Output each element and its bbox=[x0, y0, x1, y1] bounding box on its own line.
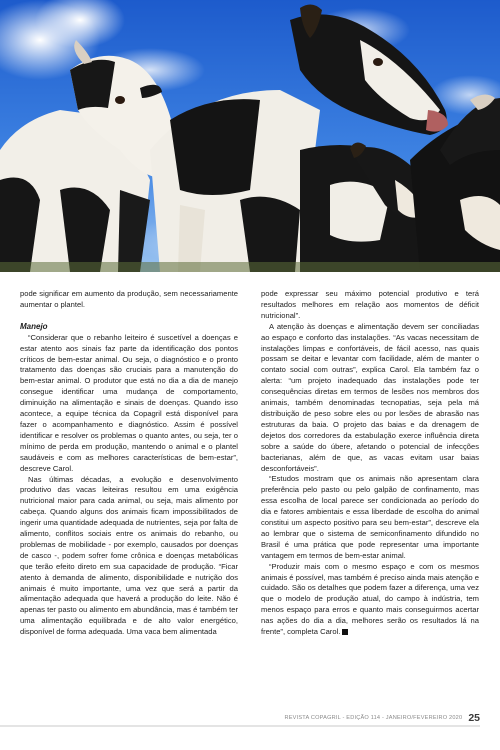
paragraph-final bbox=[261, 562, 479, 638]
lead-continuation: pode expressar seu máximo potencial produtivo e terá resultados melhores em relação aos momentos de déficit nutricional”. bbox=[261, 289, 479, 320]
ground bbox=[0, 262, 500, 272]
lead-continuation: pode significar em aumento da produção, sem necessariamente aumentar o plantel. bbox=[20, 289, 238, 309]
article-right-column bbox=[261, 289, 479, 638]
paragraph: “Estudos mostram que os animais não apresentam clara preferência pelo pasto ou pelo galpão de confinamento, mas essa escolha de local parece ser condicionada ao período do dia e fatores ambientais e essa liberdade de escolha do animal constitui um aspecto positivo para seu bem-estar”, descreve ela ao lembrar que o sistema de semiconfinamento difundido no Brasil é uma prática que pode representar uma importante vantagem em termos de bem-estar animal. bbox=[261, 474, 479, 560]
article-left-column bbox=[20, 289, 238, 638]
page-number: 25 bbox=[468, 712, 480, 724]
cows-illustration bbox=[0, 0, 500, 272]
paragraph: “Considerar que o rebanho leiteiro é suscetível a doenças e estar atento aos sinais faz parte da identificação dos pontos críticos de bem-estar animal. Ou seja, o diagnóstico e o pronto tratamento das doenças são cruciais para a manutenção do bem-estar animal. O produtor que está no dia a dia de manejo consegue identificar uma mudança de comportamento, diminuição na alimentação e sinais de doenças. Quando isso acontece, a equipe técnica da Copagril está disponível para fazer o acompanhamento e diagnóstico. Assim é possível identificar e resolver os problemas o quanto antes, ou seja, ter o mínimo de perda em produção, mantendo o animal e o plantel saudáveis e com as melhores características de bem-estar”, descreve Carol. bbox=[20, 332, 238, 473]
paragraph: A atenção às doenças e alimentação devem ser conciliadas ao espaço e conforto das instalações. “As vacas necessitam de instalações limpas e confortáveis, de fácil acesso, nas quais possam se deitar e levantar com facilidade, além de manter o contato social com outras”, explica Carol. Ela também faz o alerta: “um projeto inadequado das instalações pode ter consequências diretas em termos de lesões nos membros dos animais, também denominadas tecnopatias, seja pela má distribuição de peso sobre eles ou por lesões de abrasão nas estruturas da baia. O projeto das baias e da drenagem de dejetos dos corredores da estabulação exerce influência direta sobre a saúde do úbere, afetando o potencial de infecções bacterianas, além de que, as vacas evitam usar baias desconfortáveis”. bbox=[261, 321, 479, 473]
end-of-article-mark bbox=[342, 629, 348, 635]
magazine-edition: REVISTA COPAGRIL - EDIÇÃO 114 - JANEIRO/FEVEREIRO 2020 bbox=[284, 715, 463, 721]
paragraph: Nas últimas décadas, a evolução e desenvolvimento produtivo das vacas leiteiras resultou em uma exigência nutricional maior para cada animal, ou seja, mais alimento por cabeça. Quando alguns dos animais ficam impossibilitados de ingerir uma quantidade adequada de nutrientes, seja por falta de alimento, conflitos sociais entre os animais do rebanho, ou problemas de mobilidade - por exemplo, causados por doenças de casco -, podem sofrer fome crônica e doenças metabólicas que terão efeito direto em sua capacidade de produção. “Ficar atento à demanda de alimento, disponibilidade e nutrição dos animais é muito importante, uma vez que será a partir da alimentação adequada que haverá a produção do leite. Não é apenas ter pasto ou alimento em abundância, mas é também ter uma alimentação equilibrada e de alto valor energético, disponível de forma adequada. Uma vaca bem alimentada bbox=[20, 474, 238, 637]
section-heading-manejo: Manejo bbox=[20, 321, 48, 331]
page-footer bbox=[284, 712, 480, 724]
footer-divider bbox=[0, 725, 480, 727]
paragraph-final-text: “Produzir mais com o mesmo espaço e com os mesmos animais é possível, mas também é preciso ainda mais atenção e cuidado. São os detalhes que podem fazer a diferença, uma vez que o modelo de produção atual, do campo à indústria, tem menos espaço para erros e quanto mais conseguirmos acertar nas ações do dia a dia, melhores serão os resultados lá na frente”, completa Carol. bbox=[261, 561, 479, 637]
hero-photo-cows bbox=[0, 0, 500, 272]
